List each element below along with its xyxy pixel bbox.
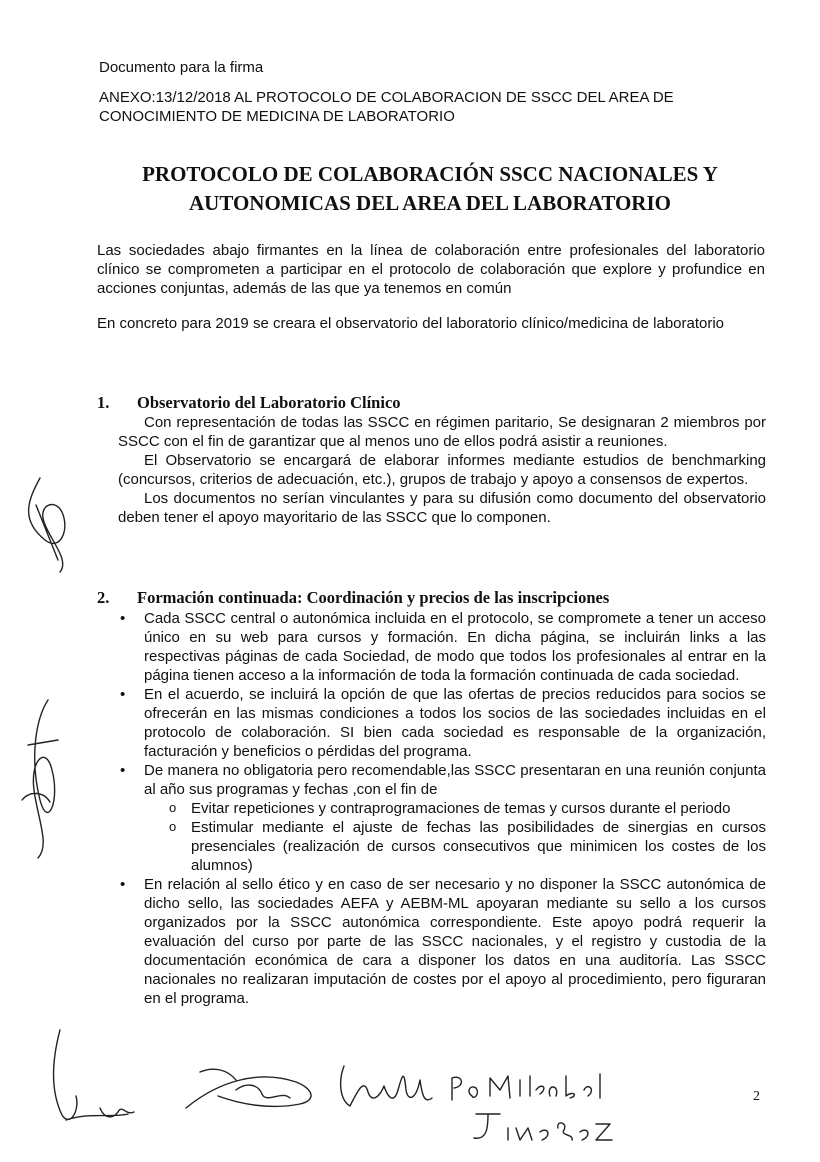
section-heading — [97, 588, 609, 608]
bottom-signature-2 — [186, 1069, 311, 1108]
bottom-signature-3 — [341, 1066, 432, 1106]
document-title — [80, 160, 780, 218]
section-body — [118, 413, 766, 527]
document-label: Documento para la firma — [99, 59, 264, 76]
margin-signature-2 — [22, 700, 58, 858]
list-item-text: En el acuerdo, se incluirá la opción de que las ofertas de precios reducidos para socios se ofrecerán en las mismas condiciones a todos los socios de las sociedades incluidas en el protocolo de colaboración. SI bien cada sociedad es responsable de la organización, facturación y beneficios o pérdidas del programa. — [144, 686, 766, 760]
list-item — [118, 609, 766, 685]
section-paragraph: El Observatorio se encargará de elaborar informes mediante estudios de benchmarking (concursos, criterios de adecuación, etc.), grupos de trabajo y apoyo a consensos de expertos. — [118, 452, 766, 488]
bottom-signature-4-line1 — [452, 1074, 600, 1100]
section-number: 2. — [97, 588, 110, 607]
bottom-signature-1 — [54, 1030, 135, 1120]
list-item-text: Cada SSCC central o autonómica incluida en el protocolo, se compromete a tener un acceso único en su web para cursos y formación. En dicha página, se incluirán links a las respectivas páginas de cada Sociedad, de modo que todos los profesionales al entrar en la página tienen acceso a la información de toda la formación continuada de cada sociedad. — [144, 610, 766, 684]
margin-signature-1 — [29, 478, 65, 572]
section-title: Observatorio del Laboratorio Clínico — [137, 393, 401, 412]
list-item — [118, 761, 766, 875]
anexo-heading: ANEXO:13/12/2018 AL PROTOCOLO DE COLABORACION DE SSCC DEL AREA DE CONOCIMIENTO DE MEDICINA DE LABORATORIO — [99, 89, 674, 125]
bullet-list — [118, 609, 766, 1008]
intro-paragraph: En concreto para 2019 se creara el observatorio del laboratorio clínico/medicina de laboratorio — [97, 315, 725, 332]
intro-paragraph: Las sociedades abajo firmantes en la línea de colaboración entre profesionales del laboratorio clínico se comprometen a participar en el protocolo de colaboración que explore y profundice en acciones conjuntas, además de las que ya tenemos en común — [97, 242, 765, 297]
list-item — [118, 685, 766, 761]
list-item-text: De manera no obligatoria pero recomendable,las SSCC presentaran en una reunión conjunta al año sus programas y fechas ,con el fin de — [144, 762, 766, 798]
title-line-1: PROTOCOLO DE COLABORACIÓN SSCC NACIONALES Y — [142, 162, 718, 186]
sub-list-item: o Evitar repeticiones y contraprogramaciones de temas y cursos durante el periodo — [144, 799, 766, 818]
sub-bullet-list — [144, 799, 766, 875]
bottom-signature-4-line2 — [474, 1114, 612, 1140]
page-number: 2 — [753, 1089, 760, 1104]
list-item-text: En relación al sello ético y en caso de ser necesario y no disponer la SSCC autonómica de dicho sello, las sociedades AEFA y AEBM-ML apoyaran mediante su sello a los cursos organizados por la SSCC autonómica correspondiente. Este apoyo podrá requerir la evaluación del curso por parte de las SSCC nacionales, y el registro y custodia de la documentación económica de cara a disponer los datos en una auditoría. Las SSCC nacionales no realizaran imputación de costes por el apoyo al procedimiento, pero figuraran en el programa. — [144, 876, 766, 1007]
sub-list-item: o Estimular mediante el ajuste de fechas las posibilidades de sinergias en cursos presenciales (realización de cursos consecutivos que minimicen los costes de los alumnos) — [144, 818, 766, 875]
section-number: 1. — [97, 393, 110, 412]
section-heading — [97, 393, 401, 413]
section-title: Formación continuada: Coordinación y precios de las inscripciones — [137, 588, 610, 607]
section-paragraph: Los documentos no serían vinculantes y para su difusión como documento del observatorio deben tener el apoyo mayoritario de las SSCC que lo componen. — [118, 490, 766, 526]
section-paragraph: Con representación de todas las SSCC en régimen paritario, Se designaran 2 miembros por SSCC con el fin de garantizar que al menos uno de ellos podrá asistir a reuniones. — [118, 414, 766, 450]
title-line-2: AUTONOMICAS DEL AREA DEL LABORATORIO — [189, 191, 671, 215]
list-item — [118, 875, 766, 1008]
